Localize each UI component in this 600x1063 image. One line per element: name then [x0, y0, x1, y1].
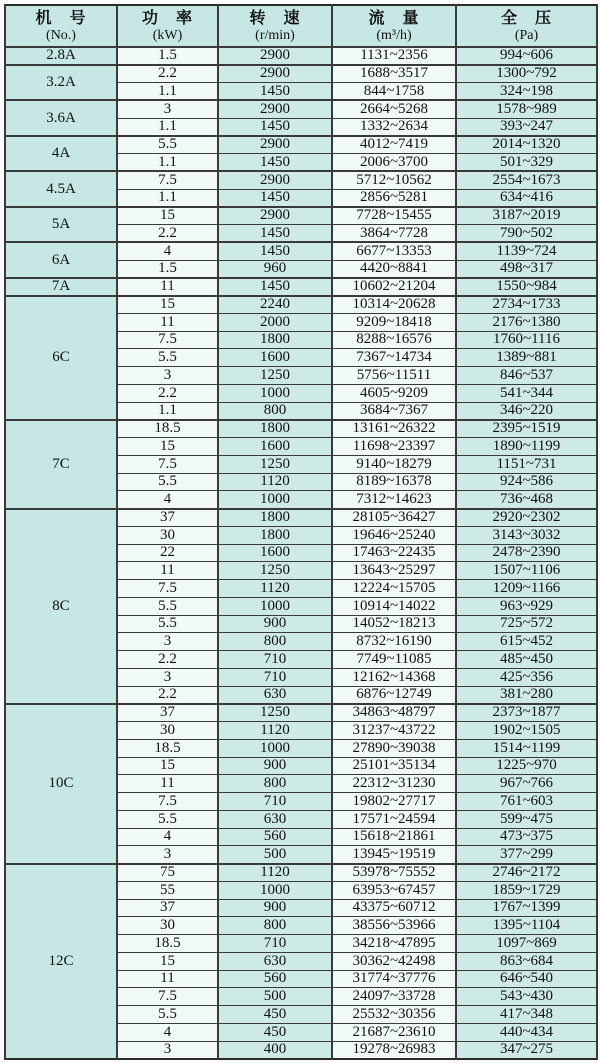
flow-cell: 34863~48797: [332, 704, 456, 722]
power-cell: 30: [117, 722, 218, 740]
speed-cell: 2000: [218, 313, 332, 331]
speed-cell: 800: [218, 402, 332, 420]
pressure-cell: 2920~2302: [456, 509, 597, 527]
speed-cell: 1120: [218, 473, 332, 491]
flow-cell: 63953~67457: [332, 881, 456, 899]
power-cell: 7.5: [117, 455, 218, 473]
column-header-speed: [218, 5, 332, 47]
pressure-cell: 725~572: [456, 615, 597, 633]
flow-cell: 2856~5281: [332, 189, 456, 207]
column-header-power: [117, 5, 218, 47]
speed-cell: 630: [218, 952, 332, 970]
column-unit: (m³/h): [376, 27, 412, 43]
table-row: [5, 65, 597, 83]
pressure-cell: 846~537: [456, 367, 597, 385]
flow-cell: 2006~3700: [332, 154, 456, 172]
speed-cell: 800: [218, 633, 332, 651]
flow-cell: 12224~15705: [332, 580, 456, 598]
flow-cell: 3864~7728: [332, 225, 456, 243]
power-cell: 5.5: [117, 597, 218, 615]
flow-cell: 31237~43722: [332, 722, 456, 740]
power-cell: 37: [117, 704, 218, 722]
pressure-cell: 2478~2390: [456, 544, 597, 562]
pressure-cell: 473~375: [456, 828, 597, 846]
table-row: [5, 136, 597, 154]
flow-cell: 11698~23397: [332, 438, 456, 456]
flow-cell: 28105~36427: [332, 509, 456, 527]
speed-cell: 560: [218, 970, 332, 988]
pressure-cell: 346~220: [456, 402, 597, 420]
flow-cell: 8732~16190: [332, 633, 456, 651]
power-cell: 3: [117, 668, 218, 686]
power-cell: 2.2: [117, 65, 218, 83]
model-no-cell: 8C: [5, 509, 117, 704]
speed-cell: 400: [218, 1041, 332, 1059]
speed-cell: 1450: [218, 83, 332, 101]
power-cell: 18.5: [117, 935, 218, 953]
pressure-cell: 967~766: [456, 775, 597, 793]
speed-cell: 800: [218, 775, 332, 793]
pressure-cell: 761~603: [456, 793, 597, 811]
column-unit: (kW): [152, 27, 183, 43]
speed-cell: 1000: [218, 881, 332, 899]
speed-cell: 710: [218, 935, 332, 953]
flow-cell: 22312~31230: [332, 775, 456, 793]
speed-cell: 1000: [218, 384, 332, 402]
power-cell: 15: [117, 296, 218, 314]
pressure-cell: 1890~1199: [456, 438, 597, 456]
pressure-cell: 2014~1320: [456, 136, 597, 154]
speed-cell: 710: [218, 651, 332, 669]
speed-cell: 900: [218, 757, 332, 775]
flow-cell: 12162~14368: [332, 668, 456, 686]
pressure-cell: 1300~792: [456, 65, 597, 83]
speed-cell: 1250: [218, 562, 332, 580]
speed-cell: 960: [218, 260, 332, 278]
table-row: [5, 420, 597, 438]
pressure-cell: 1507~1106: [456, 562, 597, 580]
power-cell: 30: [117, 526, 218, 544]
speed-cell: 2900: [218, 100, 332, 118]
flow-cell: 7367~14734: [332, 349, 456, 367]
column-title: 转 速: [249, 9, 301, 27]
pressure-cell: 863~684: [456, 952, 597, 970]
speed-cell: 1800: [218, 526, 332, 544]
speed-cell: 1800: [218, 420, 332, 438]
flow-cell: 19802~27717: [332, 793, 456, 811]
column-title: 机 号: [35, 9, 87, 27]
pressure-cell: 2554~1673: [456, 171, 597, 189]
speed-cell: 1450: [218, 189, 332, 207]
pressure-cell: 393~247: [456, 118, 597, 136]
pressure-cell: 485~450: [456, 651, 597, 669]
power-cell: 4: [117, 242, 218, 260]
speed-cell: 1000: [218, 739, 332, 757]
power-cell: 2.2: [117, 686, 218, 704]
pressure-cell: 2746~2172: [456, 864, 597, 882]
power-cell: 5.5: [117, 473, 218, 491]
flow-cell: 30362~42498: [332, 952, 456, 970]
speed-cell: 1600: [218, 544, 332, 562]
pressure-cell: 1902~1505: [456, 722, 597, 740]
power-cell: 11: [117, 970, 218, 988]
flow-cell: 25532~30356: [332, 1006, 456, 1024]
power-cell: 1.1: [117, 154, 218, 172]
flow-cell: 1332~2634: [332, 118, 456, 136]
pressure-cell: 541~344: [456, 384, 597, 402]
model-no-cell: 5A: [5, 207, 117, 243]
speed-cell: 1450: [218, 242, 332, 260]
column-unit: (Pa): [514, 27, 539, 43]
pressure-cell: 963~929: [456, 597, 597, 615]
power-cell: 11: [117, 278, 218, 296]
speed-cell: 2900: [218, 207, 332, 225]
power-cell: 2.2: [117, 225, 218, 243]
power-cell: 5.5: [117, 136, 218, 154]
flow-cell: 14052~18213: [332, 615, 456, 633]
column-header-model-no: [5, 5, 117, 47]
speed-cell: 1000: [218, 597, 332, 615]
flow-cell: 19278~26983: [332, 1041, 456, 1059]
power-cell: 4: [117, 491, 218, 509]
speed-cell: 1450: [218, 118, 332, 136]
speed-cell: 2900: [218, 47, 332, 65]
speed-cell: 1800: [218, 509, 332, 527]
power-cell: 5.5: [117, 615, 218, 633]
pressure-cell: 417~348: [456, 1006, 597, 1024]
power-cell: 11: [117, 313, 218, 331]
column-header-pressure: [456, 5, 597, 47]
flow-cell: 13643~25297: [332, 562, 456, 580]
speed-cell: 500: [218, 846, 332, 864]
pressure-cell: 1859~1729: [456, 881, 597, 899]
power-cell: 7.5: [117, 793, 218, 811]
fan-spec-table: [4, 4, 598, 1060]
table-row: [5, 171, 597, 189]
flow-cell: 25101~35134: [332, 757, 456, 775]
power-cell: 75: [117, 864, 218, 882]
pressure-cell: 1760~1116: [456, 331, 597, 349]
pressure-cell: 3187~2019: [456, 207, 597, 225]
model-no-cell: 6C: [5, 296, 117, 420]
pressure-cell: 1209~1166: [456, 580, 597, 598]
flow-cell: 10602~21204: [332, 278, 456, 296]
power-cell: 55: [117, 881, 218, 899]
table-body: [5, 47, 597, 1059]
model-no-cell: 12C: [5, 864, 117, 1059]
speed-cell: 1450: [218, 278, 332, 296]
pressure-cell: 1550~984: [456, 278, 597, 296]
flow-cell: 6876~12749: [332, 686, 456, 704]
model-no-cell: 3.2A: [5, 65, 117, 101]
pressure-cell: 634~416: [456, 189, 597, 207]
pressure-cell: 347~275: [456, 1041, 597, 1059]
power-cell: 3: [117, 846, 218, 864]
pressure-cell: 2373~1877: [456, 704, 597, 722]
column-title: 流 量: [368, 9, 420, 27]
power-cell: 7.5: [117, 331, 218, 349]
flow-cell: 9209~18418: [332, 313, 456, 331]
power-cell: 37: [117, 899, 218, 917]
model-no-cell: 4.5A: [5, 171, 117, 207]
flow-cell: 38556~53966: [332, 917, 456, 935]
speed-cell: 450: [218, 1023, 332, 1041]
pressure-cell: 381~280: [456, 686, 597, 704]
speed-cell: 1600: [218, 438, 332, 456]
speed-cell: 900: [218, 615, 332, 633]
power-cell: 3: [117, 367, 218, 385]
pressure-cell: 1767~1399: [456, 899, 597, 917]
pressure-cell: 1139~724: [456, 242, 597, 260]
pressure-cell: 736~468: [456, 491, 597, 509]
flow-cell: 21687~23610: [332, 1023, 456, 1041]
model-no-cell: 10C: [5, 704, 117, 864]
power-cell: 2.2: [117, 384, 218, 402]
speed-cell: 1800: [218, 331, 332, 349]
flow-cell: 15618~21861: [332, 828, 456, 846]
model-no-cell: 2.8A: [5, 47, 117, 65]
power-cell: 18.5: [117, 739, 218, 757]
pressure-cell: 1225~970: [456, 757, 597, 775]
power-cell: 4: [117, 1023, 218, 1041]
speed-cell: 1120: [218, 580, 332, 598]
power-cell: 4: [117, 828, 218, 846]
power-cell: 7.5: [117, 988, 218, 1006]
power-cell: 1.1: [117, 189, 218, 207]
model-no-cell: 7C: [5, 420, 117, 509]
pressure-cell: 790~502: [456, 225, 597, 243]
pressure-cell: 1514~1199: [456, 739, 597, 757]
table-header: [5, 5, 597, 47]
column-title: 功 率: [141, 9, 193, 27]
pressure-cell: 498~317: [456, 260, 597, 278]
power-cell: 7.5: [117, 171, 218, 189]
flow-cell: 27890~39038: [332, 739, 456, 757]
flow-cell: 10914~14022: [332, 597, 456, 615]
power-cell: 22: [117, 544, 218, 562]
flow-cell: 4605~9209: [332, 384, 456, 402]
pressure-cell: 924~586: [456, 473, 597, 491]
power-cell: 1.5: [117, 47, 218, 65]
pressure-cell: 2176~1380: [456, 313, 597, 331]
pressure-cell: 646~540: [456, 970, 597, 988]
speed-cell: 1250: [218, 704, 332, 722]
power-cell: 15: [117, 757, 218, 775]
flow-cell: 17463~22435: [332, 544, 456, 562]
power-cell: 15: [117, 952, 218, 970]
pressure-cell: 599~475: [456, 810, 597, 828]
power-cell: 3: [117, 100, 218, 118]
table-row: [5, 864, 597, 882]
power-cell: 15: [117, 207, 218, 225]
pressure-cell: 501~329: [456, 154, 597, 172]
speed-cell: 630: [218, 686, 332, 704]
flow-cell: 24097~33728: [332, 988, 456, 1006]
flow-cell: 3684~7367: [332, 402, 456, 420]
pressure-cell: 1395~1104: [456, 917, 597, 935]
flow-cell: 5712~10562: [332, 171, 456, 189]
power-cell: 7.5: [117, 580, 218, 598]
column-header-flow: [332, 5, 456, 47]
speed-cell: 1000: [218, 491, 332, 509]
flow-cell: 13945~19519: [332, 846, 456, 864]
flow-cell: 17571~24594: [332, 810, 456, 828]
flow-cell: 7728~15455: [332, 207, 456, 225]
pressure-cell: 615~452: [456, 633, 597, 651]
table-row: [5, 509, 597, 527]
flow-cell: 6677~13353: [332, 242, 456, 260]
flow-cell: 4012~7419: [332, 136, 456, 154]
power-cell: 15: [117, 438, 218, 456]
flow-cell: 8288~16576: [332, 331, 456, 349]
power-cell: 3: [117, 1041, 218, 1059]
column-unit: (r/min): [255, 27, 295, 43]
power-cell: 1.5: [117, 260, 218, 278]
speed-cell: 1450: [218, 154, 332, 172]
pressure-cell: 377~299: [456, 846, 597, 864]
speed-cell: 900: [218, 899, 332, 917]
pressure-cell: 1389~881: [456, 349, 597, 367]
table-row: [5, 207, 597, 225]
speed-cell: 710: [218, 668, 332, 686]
speed-cell: 1450: [218, 225, 332, 243]
column-title: 全 压: [500, 9, 552, 27]
flow-cell: 5756~11511: [332, 367, 456, 385]
flow-cell: 43375~60712: [332, 899, 456, 917]
power-cell: 3: [117, 633, 218, 651]
table-row: [5, 242, 597, 260]
flow-cell: 2664~5268: [332, 100, 456, 118]
speed-cell: 1250: [218, 367, 332, 385]
power-cell: 2.2: [117, 651, 218, 669]
table-row: [5, 278, 597, 296]
table-row: [5, 704, 597, 722]
pressure-cell: 1151~731: [456, 455, 597, 473]
model-no-cell: 4A: [5, 136, 117, 172]
speed-cell: 450: [218, 1006, 332, 1024]
pressure-cell: 440~434: [456, 1023, 597, 1041]
header-row: [5, 5, 597, 47]
power-cell: 5.5: [117, 349, 218, 367]
pressure-cell: 2395~1519: [456, 420, 597, 438]
speed-cell: 1120: [218, 864, 332, 882]
table-row: [5, 100, 597, 118]
power-cell: 1.1: [117, 402, 218, 420]
flow-cell: 7312~14623: [332, 491, 456, 509]
flow-cell: 844~1758: [332, 83, 456, 101]
power-cell: 5.5: [117, 810, 218, 828]
power-cell: 18.5: [117, 420, 218, 438]
pressure-cell: 425~356: [456, 668, 597, 686]
flow-cell: 34218~47895: [332, 935, 456, 953]
power-cell: 1.1: [117, 118, 218, 136]
power-cell: 37: [117, 509, 218, 527]
power-cell: 5.5: [117, 1006, 218, 1024]
pressure-cell: 1578~989: [456, 100, 597, 118]
speed-cell: 2900: [218, 65, 332, 83]
speed-cell: 800: [218, 917, 332, 935]
pressure-cell: 994~606: [456, 47, 597, 65]
table-row: [5, 47, 597, 65]
power-cell: 1.1: [117, 83, 218, 101]
flow-cell: 13161~26322: [332, 420, 456, 438]
flow-cell: 8189~16378: [332, 473, 456, 491]
power-cell: 11: [117, 562, 218, 580]
speed-cell: 710: [218, 793, 332, 811]
speed-cell: 2900: [218, 136, 332, 154]
flow-cell: 1131~2356: [332, 47, 456, 65]
pressure-cell: 543~430: [456, 988, 597, 1006]
table-row: [5, 296, 597, 314]
speed-cell: 560: [218, 828, 332, 846]
speed-cell: 1250: [218, 455, 332, 473]
flow-cell: 1688~3517: [332, 65, 456, 83]
flow-cell: 10314~20628: [332, 296, 456, 314]
pressure-cell: 2734~1733: [456, 296, 597, 314]
column-unit: (No.): [46, 27, 76, 43]
model-no-cell: 6A: [5, 242, 117, 278]
model-no-cell: 7A: [5, 278, 117, 296]
flow-cell: 4420~8841: [332, 260, 456, 278]
pressure-cell: 3143~3032: [456, 526, 597, 544]
speed-cell: 2900: [218, 171, 332, 189]
speed-cell: 500: [218, 988, 332, 1006]
power-cell: 11: [117, 775, 218, 793]
power-cell: 30: [117, 917, 218, 935]
speed-cell: 630: [218, 810, 332, 828]
speed-cell: 1600: [218, 349, 332, 367]
pressure-cell: 324~198: [456, 83, 597, 101]
flow-cell: 9140~18279: [332, 455, 456, 473]
speed-cell: 2240: [218, 296, 332, 314]
model-no-cell: 3.6A: [5, 100, 117, 136]
flow-cell: 19646~25240: [332, 526, 456, 544]
pressure-cell: 1097~869: [456, 935, 597, 953]
flow-cell: 53978~75552: [332, 864, 456, 882]
flow-cell: 31774~37776: [332, 970, 456, 988]
speed-cell: 1120: [218, 722, 332, 740]
flow-cell: 7749~11085: [332, 651, 456, 669]
